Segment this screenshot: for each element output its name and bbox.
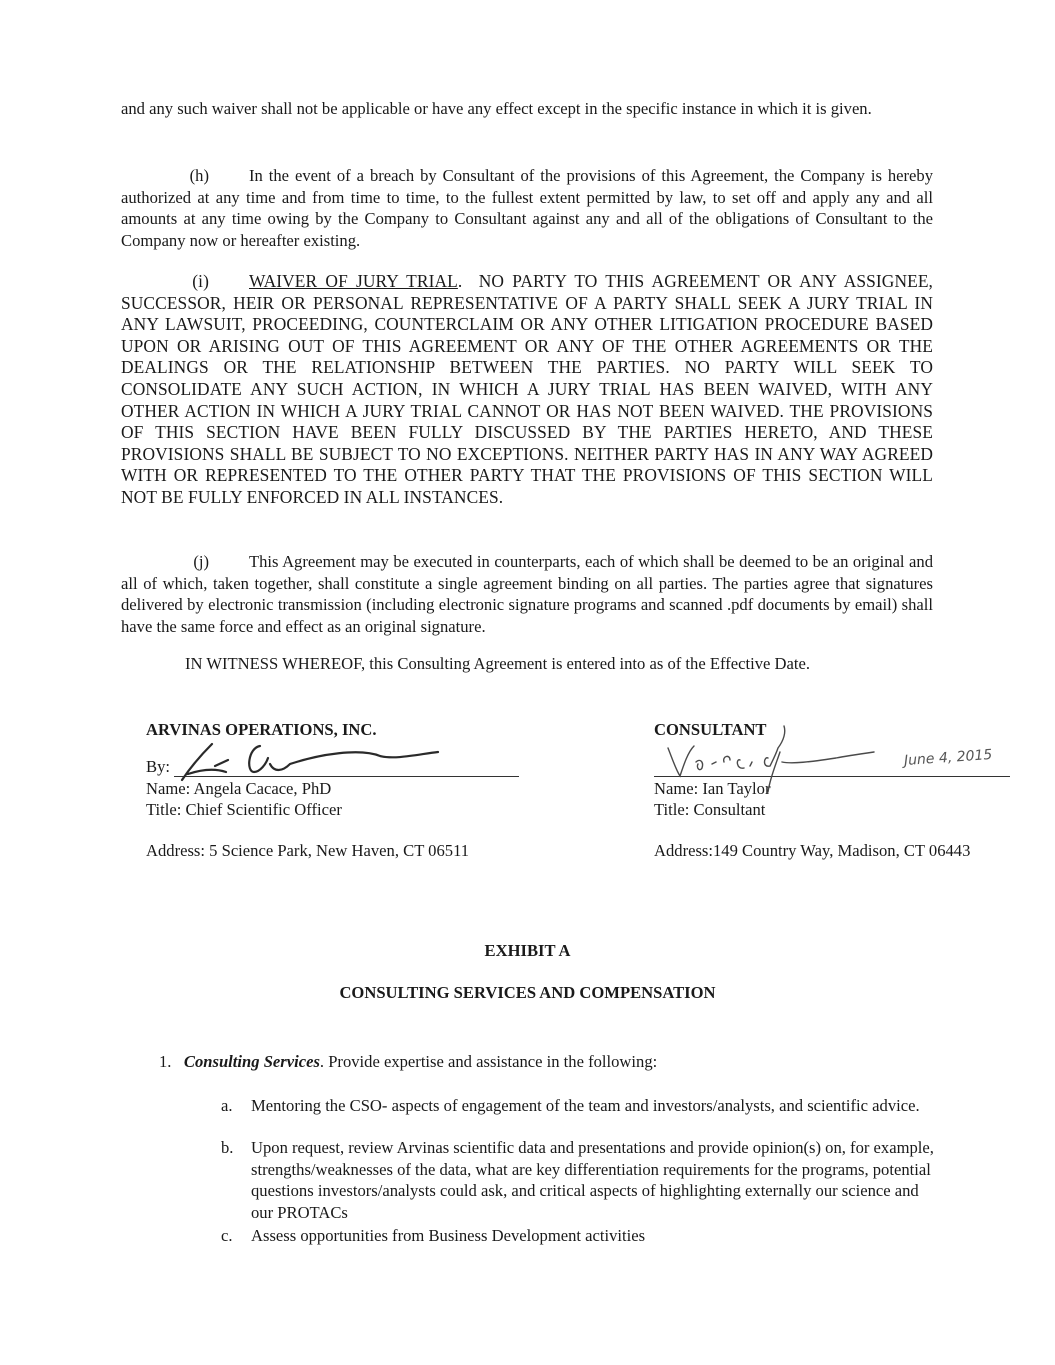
clause-text-h: In the event of a breach by Consultant of the provisions of this Agreement, the Company is hereby authorized at any time and from time to time, to the fullest extent permitted by law, to set off and apply any and all amounts at any time owing by the Company to Consultant against any and all of the obligations of Consultant to the Company now or hereafter existing.: [121, 166, 933, 250]
exhibit-item-1: [159, 1051, 949, 1073]
consultant-name: Name: Ian Taylor: [654, 779, 771, 798]
clause-label-j: (j): [193, 552, 209, 571]
clause-label-h: (h): [189, 166, 209, 185]
clause-text-i: NO PARTY TO THIS AGREEMENT OR ANY ASSIGNEE, SUCCESSOR, HEIR OR PERSONAL REPRESENTATIVE OF A PARTY SHALL SEEK A JURY TRIAL IN ANY LAWSUIT, PROCEEDING, COUNTERCLAIM OR ANY OTHER LITIGATION PROCEDURE BASED UPON OR ARISING OUT OF THIS AGREEMENT OR ANY OF THE OTHER AGREEMENTS OR THE DEALINGS OR THE RELATIONSHIP BETWEEN THE PARTIES. NO PARTY WILL SEEK TO CONSOLIDATE ANY SUCH ACTION, IN WHICH A JURY TRIAL HAS BEEN WAIVED, WITH ANY OTHER ACTION IN WHICH A JURY TRIAL CANNOT OR HAS NOT BEEN WAIVED. THE PROVISIONS OF THIS SECTION HAVE BEEN FULLY DISCUSSED BY THE PARTIES HERETO, AND THESE PROVISIONS SHALL BE SUBJECT TO NO EXCEPTIONS. NEITHER PARTY HAS IN ANY WAY AGREED WITH OR REPRESENTED TO THE OTHER PARTY THAT THE PROVISIONS OF THIS SECTION WILL NOT BE FULLY ENFORCED IN ALL INSTANCES.: [121, 271, 934, 507]
clause-text-j: This Agreement may be executed in counterparts, each of which shall be deemed to be an original and all of which, taken together, shall constitute a single agreement binding on all parties. The parties agree that signatures delivered by electronic transmission (including electronic signature programs and scanned .pdf documents by email) shall have the same force and effect as an original signature.: [121, 552, 933, 636]
witness-statement: IN WITNESS WHEREOF, this Consulting Agreement is entered into as of the Effective Date.: [185, 654, 810, 673]
subitem-text: Assess opportunities from Business Development activities: [251, 1226, 646, 1245]
consultant-handwritten-signature: [660, 718, 900, 800]
company-signer-name: Name: Angela Cacace, PhD: [146, 779, 332, 798]
exhibit-subitem-b: [221, 1137, 941, 1223]
clause-label-i: (i): [192, 271, 209, 291]
consultant-label: CONSULTANT: [654, 720, 767, 739]
subitem-label: b.: [221, 1138, 234, 1157]
subitem-label: a.: [221, 1096, 233, 1115]
item-number: 1.: [159, 1052, 172, 1071]
company-handwritten-signature: [170, 738, 450, 788]
exhibit-heading: EXHIBIT A: [484, 941, 571, 960]
exhibit-subheading: CONSULTING SERVICES AND COMPENSATION: [339, 983, 716, 1002]
consultant-signature-date: June 4, 2015: [903, 746, 993, 770]
paragraph-i: (i) WAIVER OF JURY TRIAL. NO PARTY TO THIS AGREEMENT OR ANY ASSIGNEE, SUCCESSOR, HEIR OR PERSONAL REPRESENTATIVE OF A PARTY SHALL SEEK A JURY TRIAL IN ANY LAWSUIT, PROCEEDING, COUNTERCLAIM OR ANY OTHER LITIGATION PROCEDURE BASED UPON OR ARISING OUT OF THIS AGREEMENT OR ANY OF THE OTHER AGREEMENTS OR THE DEALINGS OR THE RELATIONSHIP BETWEEN THE PARTIES. NO PARTY WILL SEEK TO CONSOLIDATE ANY SUCH ACTION, IN WHICH A JURY TRIAL HAS BEEN WAIVED, WITH ANY OTHER ACTION IN WHICH A JURY TRIAL CANNOT OR HAS NOT BEEN WAIVED. THE PROVISIONS OF THIS SECTION HAVE BEEN FULLY DISCUSSED BY THE PARTIES HERETO, AND THESE PROVISIONS SHALL BE SUBJECT TO NO EXCEPTIONS. NEITHER PARTY HAS IN ANY WAY AGREED WITH OR REPRESENTED TO THE OTHER PARTY THAT THE PROVISIONS OF THIS SECTION WILL NOT BE FULLY ENFORCED IN ALL INSTANCES.: [121, 271, 934, 507]
company-address: Address: 5 Science Park, New Haven, CT 06511: [146, 841, 470, 860]
item-text: . Provide expertise and assistance in the following:: [319, 1052, 658, 1071]
exhibit-subitem-c: [221, 1225, 941, 1247]
item-title: Consulting Services: [183, 1052, 320, 1071]
company-signer-title: Title: Chief Scientific Officer: [146, 800, 342, 819]
consultant-address: Address:149 Country Way, Madison, CT 06443: [654, 841, 971, 860]
subitem-text: Upon request, review Arvinas scientific data and presentations and provide opinion(s) on, for example, strengths/weaknesses of the data, what are key differentiation requirements for the programs, potential questions investors/analysts could ask, and critical aspects of highlighting externally our science and our PROTACs: [251, 1138, 934, 1222]
company-name: ARVINAS OPERATIONS, INC.: [146, 720, 377, 739]
subitem-label: c.: [221, 1226, 233, 1245]
exhibit-subitem-a: [221, 1095, 941, 1117]
clause-title-i: WAIVER OF JURY TRIAL: [249, 271, 458, 291]
paragraph-h: [121, 165, 933, 251]
subitem-text: Mentoring the CSO- aspects of engagement of the team and investors/analysts, and scientific advice.: [251, 1096, 920, 1115]
by-label: By:: [146, 757, 170, 776]
paragraph-j: [121, 551, 933, 637]
paragraph-intro: and any such waiver shall not be applicable or have any effect except in the specific instance in which it is given.: [121, 99, 872, 118]
consultant-title: Title: Consultant: [654, 800, 766, 819]
